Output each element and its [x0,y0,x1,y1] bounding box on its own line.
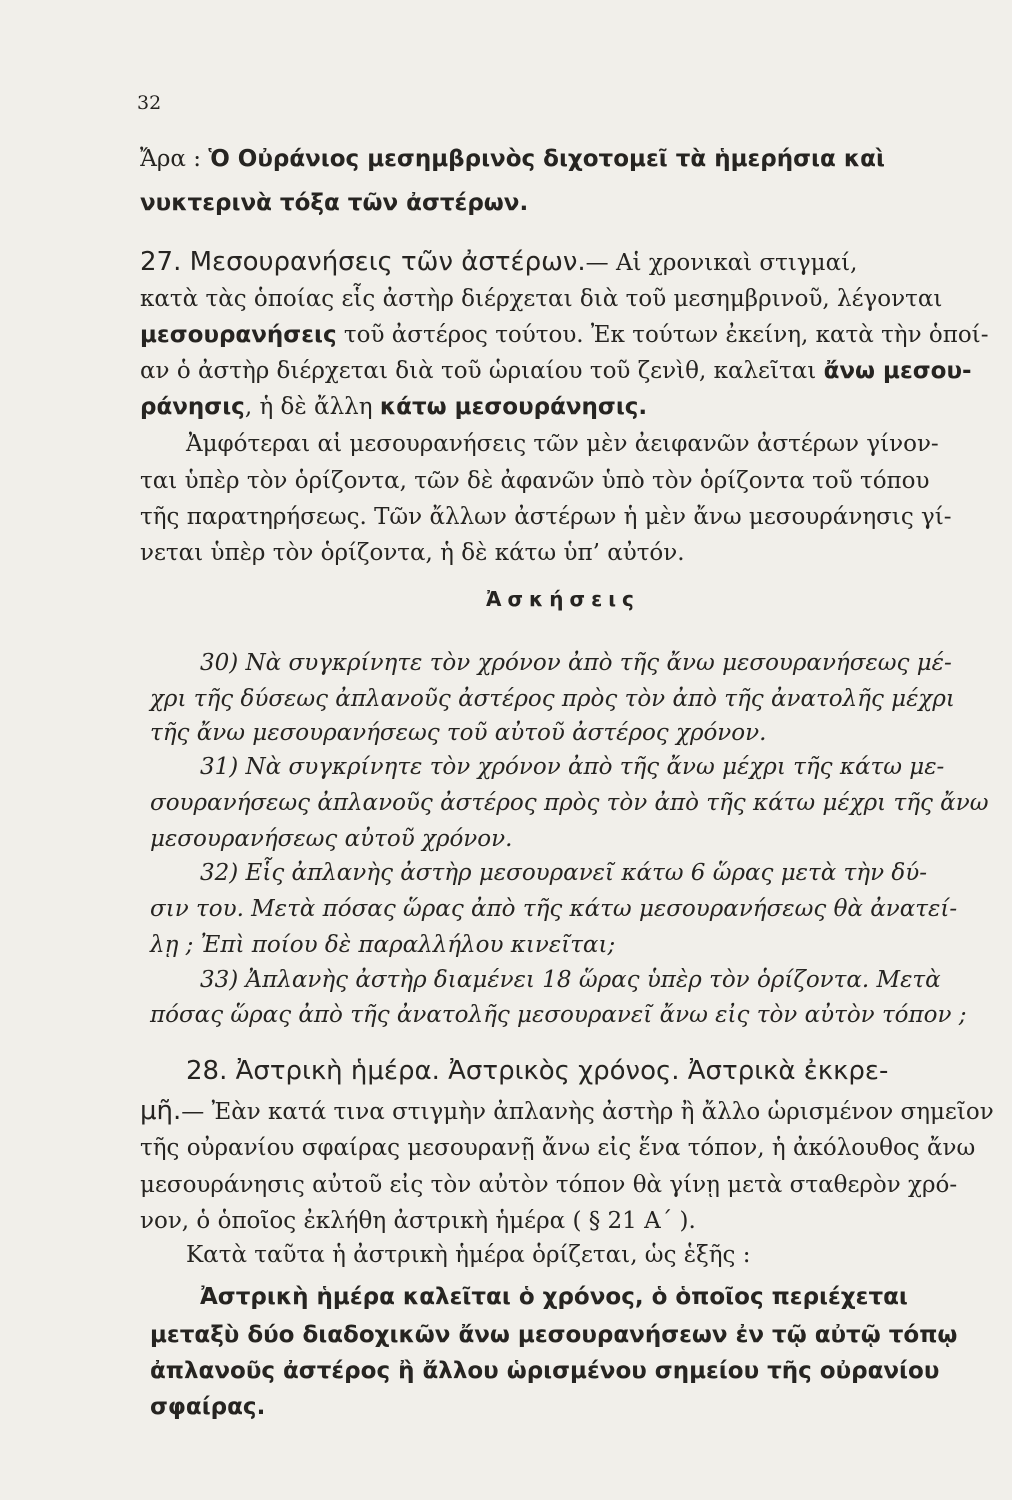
exercise-33-line-1: 33) Ἀπλανὴς ἀστὴρ διαμένει 18 ὥρας ὑπὲρ τὸν ὁρίζοντα. Μετὰ [200,967,941,993]
definition-line-2: μεταξὺ δύο διαδοχικῶν ἄνω μεσουρανήσεων ἐν τῷ αὐτῷ τόπῳ [150,1322,958,1348]
exercise-32-line-2: σιν του. Μετὰ πόσας ὥρας ἀπὸ τῆς κάτω μεσουρανήσεως θὰ ἀνατεί- [150,896,958,922]
section-27-title-rest: — Αἱ χρονικαὶ στιγμαί, [585,250,858,276]
definition-line-1: Ἀστρικὴ ἡμέρα καλεῖται ὁ χρόνος, ὁ ὁποῖος περιέχεται [200,1284,908,1310]
section-28-line-4: νον, ὁ ὁποῖος ἐκλήθη ἀστρικὴ ἡμέρα ( § 21 Α΄ ). [140,1208,696,1234]
section-27-line-3 [140,320,988,350]
exercise-32-line-1: 32) Εἷς ἀπλανὴς ἀστὴρ μεσουρανεῖ κάτω 6 ὥρας μετὰ τὴν δύ- [200,860,927,886]
exercise-32-line-3: λῃ ; Ἐπὶ ποίου δὲ παραλλήλου κινεῖται; [150,932,616,958]
section-28-line-1 [140,1096,994,1127]
section-27-title: 27. Μεσουρανήσεις τῶν ἀστέρων. [140,247,586,277]
exercise-31-line-2: σουρανήσεως ἀπλανοῦς ἀστέρος πρὸς τὸν ἀπὸ τῆς κάτω μέχρι τῆς ἄνω [150,790,989,816]
section-28-title-line-1: 28. Ἀστρικὴ ἡμέρα. Ἀστρικὸς χρόνος. Ἀστρικὰ ἐκκρε- [186,1056,889,1086]
exercise-30-line-2: χρι τῆς δύσεως ἀπλανοῦς ἀστέρος πρὸς τὸν ἀπὸ τῆς ἀνατολῆς μέχρι [150,686,955,712]
conclusion-line-1 [140,144,885,174]
term-kato-mesouranisis: κάτω μεσουράνησις. [379,394,648,420]
section-27-line-4-text: αν ὁ ἀστὴρ διέρχεται διὰ τοῦ ὡριαίου τοῦ ζενὶθ, καλεῖται [140,358,824,384]
section-27-line-2: κατὰ τὰς ὁποίας εἷς ἀστὴρ διέρχεται διὰ τοῦ μεσημβρινοῦ, λέγονται [140,286,943,312]
section-28-line-3: μεσουράνησις αὐτοῦ εἰς τὸν αὐτὸν τόπον θὰ γίνῃ μετὰ σταθερὸν χρό- [140,1172,958,1198]
exercises-heading: Ἀσκήσεις [486,587,640,611]
term-mesouraniseis: μεσουρανήσεις [140,322,337,348]
section-28-line-2: τῆς οὐρανίου σφαίρας μεσουρανῇ ἄνω εἰς ἕνα τόπον, ἡ ἀκόλουθος ἄνω [140,1135,976,1161]
exercise-33-line-2: πόσας ὥρας ἀπὸ τῆς ἀνατολῆς μεσουρανεῖ ἄνω εἰς τὸν αὐτὸν τόπον ; [150,1002,967,1028]
page-number: 32 [137,92,162,114]
term-ano-mesouranisis: ἄνω μεσου- [823,358,972,384]
section-28-line-1-text: — Ἐὰν κατά τινα στιγμὴν ἀπλανὴς ἀστὴρ ἢ ἄλλο ὡρισμένον σημεῖον [181,1099,994,1125]
exercise-31-line-3: μεσουρανήσεως αὐτοῦ χρόνον. [150,826,513,852]
section-27-para-2-line-4: νεται ὑπὲρ τὸν ὁρίζοντα, ἡ δὲ κάτω ὑπ’ αὐτόν. [140,540,685,566]
section-28-line-5: Κατὰ ταῦτα ἡ ἀστρικὴ ἡμέρα ὁρίζεται, ὡς ἑξῆς : [186,1242,751,1268]
section-27-line-4 [140,356,972,386]
conclusion-bold-1: Ὁ Οὐράνιος μεσημβρινὸς διχοτομεῖ τὰ ἡμερήσια καὶ [208,146,885,172]
conclusion-lead: Ἄρα : [140,146,209,172]
exercise-30-line-1: 30) Νὰ συγκρίνητε τὸν χρόνον ἀπὸ τῆς ἄνω μεσουρανήσεως μέ- [200,650,952,676]
section-28-title-line-2: μῆ. [140,1096,182,1126]
exercise-31-line-1: 31) Νὰ συγκρίνητε τὸν χρόνον ἀπὸ τῆς ἄνω μέχρι τῆς κάτω με- [200,754,945,780]
section-27-line-3-text: τοῦ ἀστέρος τούτου. Ἐκ τούτων ἐκείνη, κατὰ τὴν ὁποί- [336,322,989,348]
exercise-30-line-3: τῆς ἄνω μεσουρανήσεως τοῦ αὐτοῦ ἀστέρος χρόνον. [150,720,767,746]
term-ranisis: ράνησις [140,394,245,420]
section-27-line-1 [140,247,857,278]
definition-line-3: ἀπλανοῦς ἀστέρος ἢ ἄλλου ὡρισμένου σημείου τῆς οὐρανίου [150,1358,940,1384]
section-27-para-2-line-3: τῆς παρατηρήσεως. Τῶν ἄλλων ἀστέρων ἡ μὲν ἄνω μεσουράνησις γί- [140,504,952,530]
section-27-line-5-text: , ἡ δὲ ἄλλη [244,394,380,420]
section-27-para-2-line-1: Ἀμφότεραι αἱ μεσουρανήσεις τῶν μὲν ἀειφανῶν ἀστέρων γίνον- [186,431,939,457]
conclusion-line-2: νυκτερινὰ τόξα τῶν ἀστέρων. [140,190,529,216]
section-27-para-2-line-2: ται ὑπὲρ τὸν ὁρίζοντα, τῶν δὲ ἀφανῶν ὑπὸ τὸν ὁρίζοντα τοῦ τόπου [140,468,930,494]
section-27-line-5 [140,392,647,422]
definition-line-4: σφαίρας. [150,1394,266,1420]
